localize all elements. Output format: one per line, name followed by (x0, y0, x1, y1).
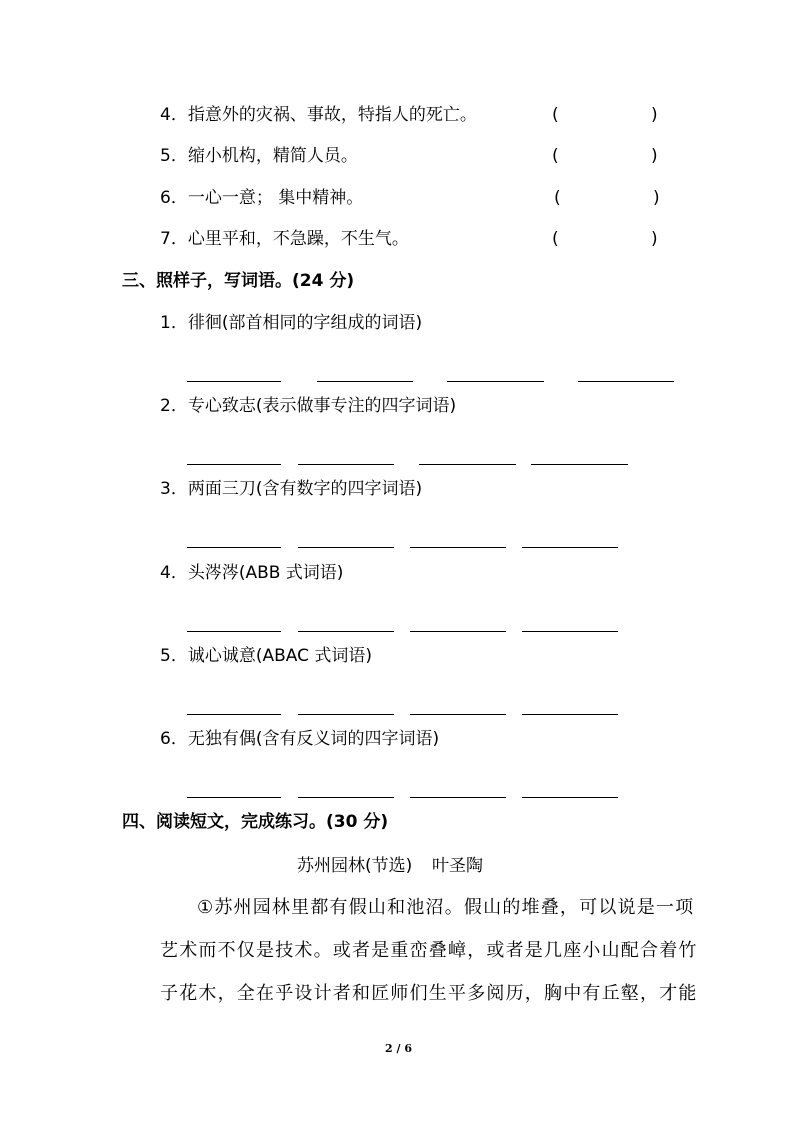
answer-blank[interactable] (419, 464, 516, 465)
answer-blank[interactable] (522, 631, 618, 632)
answer-blank[interactable] (522, 547, 618, 548)
answer-paren-close-5: ) (651, 146, 658, 166)
exercise-item-2: 2．专心致志(表示做事专注的四字词语) (160, 396, 457, 416)
definition-4: 4．指意外的灾祸、事故，特指人的死亡。 (160, 105, 477, 125)
answer-blank[interactable] (187, 797, 281, 798)
answer-blank[interactable] (187, 714, 281, 715)
passage-line-3: 子花木，全在乎设计者和匠师们生平多阅历，胸中有丘壑，才能 (160, 983, 698, 1004)
answer-blank[interactable] (187, 547, 281, 548)
answer-paren-close-4: ) (651, 105, 658, 125)
answer-blank[interactable] (298, 631, 394, 632)
answer-blank[interactable] (410, 547, 506, 548)
answer-paren-open-7: ( (552, 229, 559, 249)
answer-blank[interactable] (187, 464, 281, 465)
answer-blank[interactable] (410, 714, 506, 715)
answer-paren-close-7: ) (651, 229, 658, 249)
answer-paren-close-6: ) (653, 188, 660, 208)
answer-blank[interactable] (317, 381, 413, 382)
answer-paren-open-4: ( (552, 105, 559, 125)
exercise-item-3: 3．两面三刀(含有数字的四字词语) (160, 479, 423, 499)
answer-blank[interactable] (410, 797, 506, 798)
answer-paren-open-5: ( (552, 146, 559, 166)
answer-blank[interactable] (522, 797, 618, 798)
passage-title: 苏州园林(节选) (297, 856, 413, 876)
answer-blank[interactable] (298, 714, 394, 715)
answer-blank[interactable] (187, 381, 281, 382)
answer-blank[interactable] (298, 797, 394, 798)
passage-line-1: ①苏州园林里都有假山和池沼。假山的堆叠，可以说是一项 (197, 897, 695, 918)
exercise-item-6: 6．无独有偶(含有反义词的四字词语) (160, 729, 440, 749)
exercise-item-5: 5．诚心诚意(ABAC 式词语) (160, 646, 372, 666)
answer-blank[interactable] (187, 631, 281, 632)
page-number: 2 / 6 (385, 1042, 412, 1055)
section-4-heading: 四、阅读短文，完成练习。(30 分) (122, 812, 389, 832)
answer-blank[interactable] (410, 631, 506, 632)
answer-paren-open-6: ( (554, 188, 561, 208)
answer-blank[interactable] (298, 464, 394, 465)
exercise-item-1: 1．徘徊(部首相同的字组成的词语) (160, 313, 423, 333)
passage-author: 叶圣陶 (432, 856, 483, 876)
section-3-heading: 三、照样子，写词语。(24 分) (122, 271, 355, 291)
exercise-item-4: 4．头涔涔(ABB 式词语) (160, 563, 344, 583)
definition-6: 6．一心一意； 集中精神。 (160, 188, 364, 208)
answer-blank[interactable] (578, 381, 674, 382)
passage-line-2: 艺术而不仅是技术。或者是重峦叠嶂，或者是几座小山配合着竹 (160, 940, 698, 961)
definition-7: 7．心里平和，不急躁，不生气。 (160, 229, 409, 249)
answer-blank[interactable] (531, 464, 628, 465)
definition-5: 5．缩小机构，精简人员。 (160, 146, 358, 166)
answer-blank[interactable] (447, 381, 544, 382)
answer-blank[interactable] (522, 714, 618, 715)
answer-blank[interactable] (298, 547, 394, 548)
